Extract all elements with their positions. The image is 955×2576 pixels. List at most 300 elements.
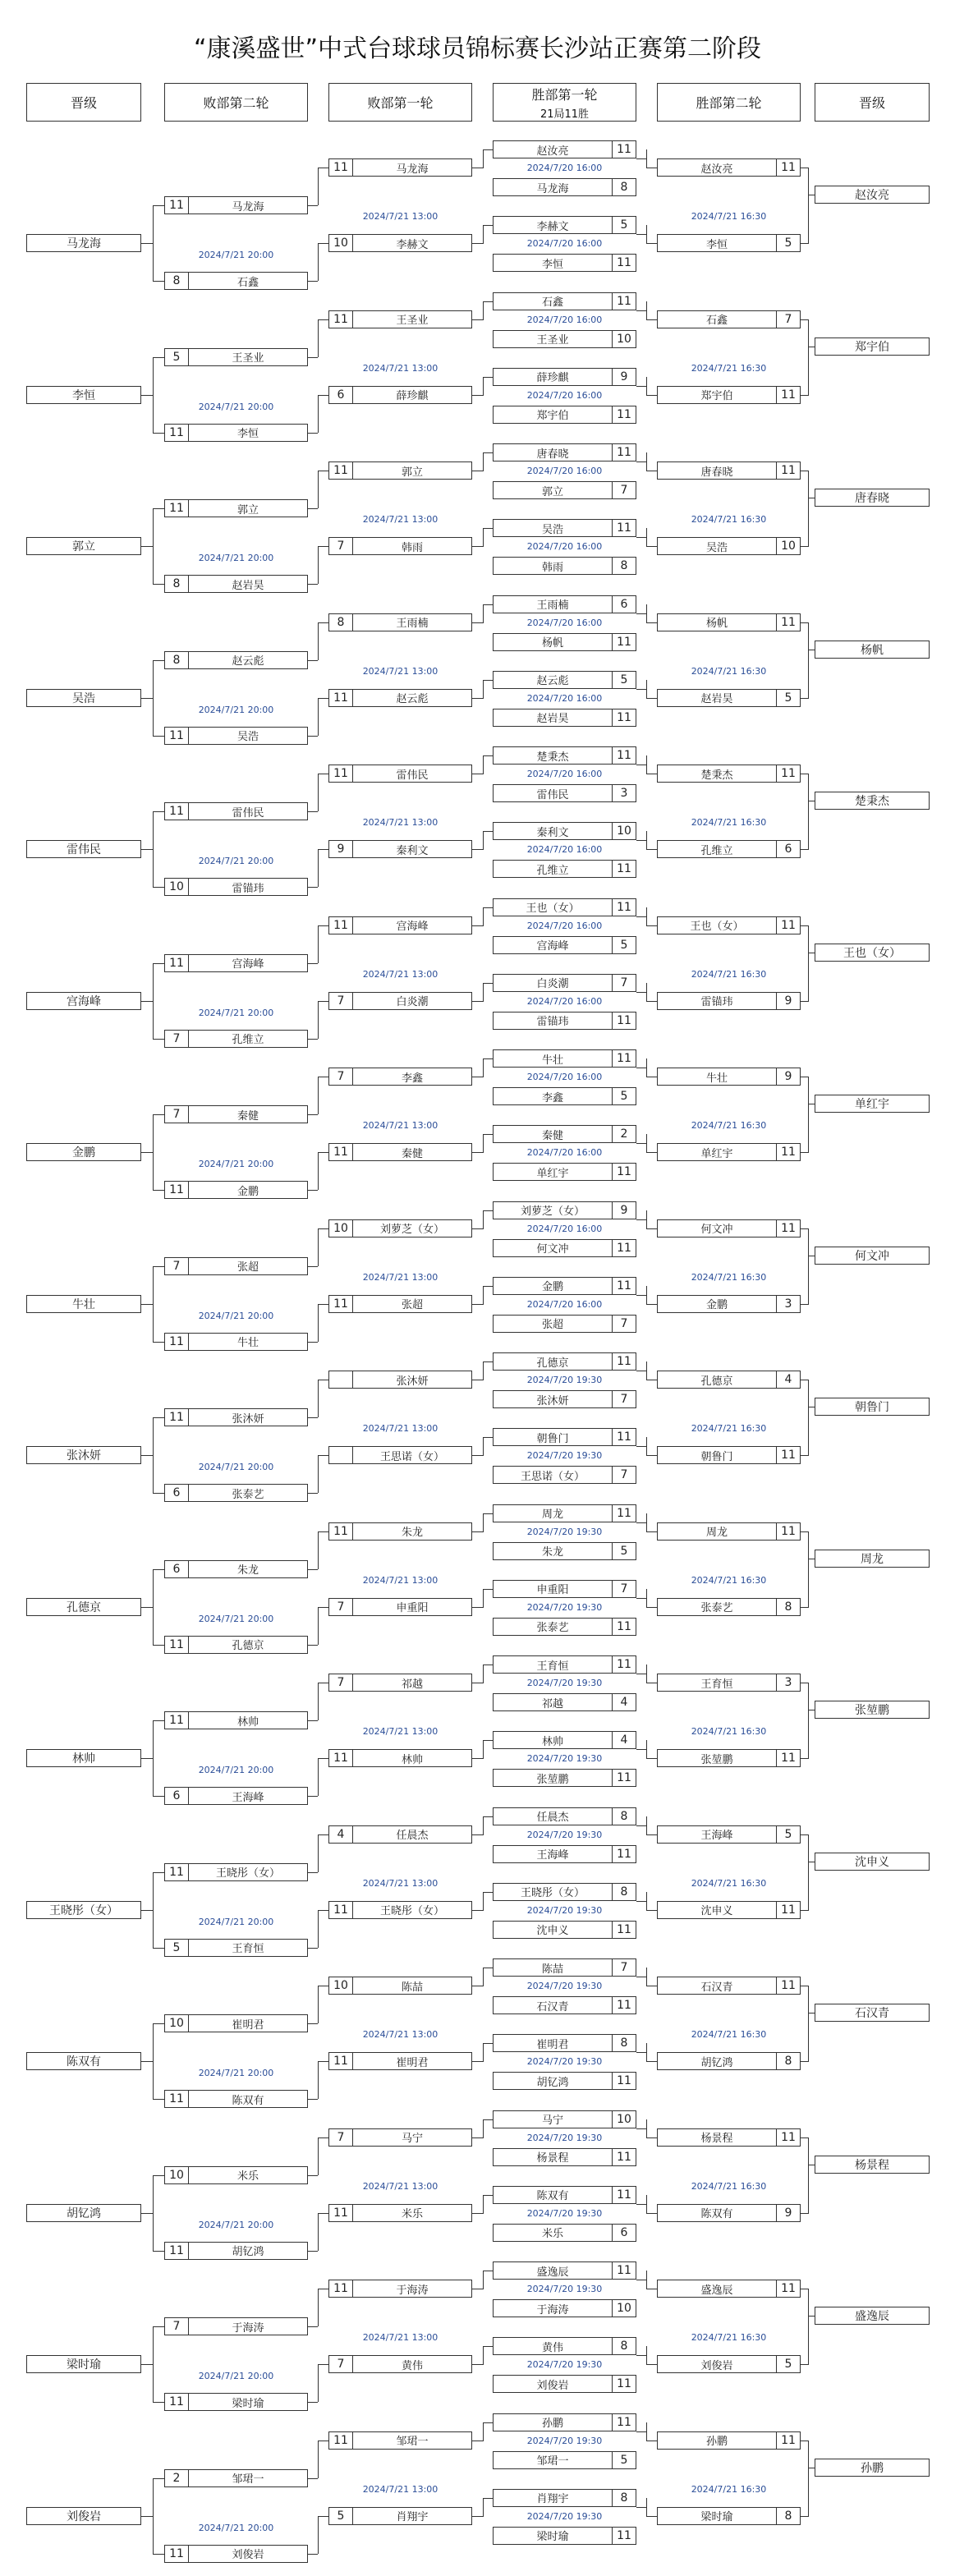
l1-match-time: 2024/7/21 13:00 <box>362 514 438 525</box>
w2-match-top <box>657 310 801 328</box>
player-name: 孔德京 <box>232 1640 264 1652</box>
connector <box>141 698 153 699</box>
w1-match-b-top <box>493 2186 636 2204</box>
connector <box>646 2498 647 2517</box>
l1-match-time: 2024/7/21 13:00 <box>362 2332 438 2343</box>
connector <box>636 2052 646 2053</box>
player-score: 5 <box>165 1940 189 1956</box>
player-score: 3 <box>776 1296 800 1312</box>
w2-match-bottom <box>657 689 801 707</box>
connector <box>801 1001 808 1002</box>
player-name: 王雨楠 <box>396 618 429 630</box>
player-name: 石汉青 <box>700 1981 733 1994</box>
player-name: 郭立 <box>401 466 423 479</box>
connector <box>646 1437 647 1456</box>
qualifier-right <box>815 1095 930 1113</box>
w2-match-bottom <box>657 2507 801 2525</box>
player-name: 盛逸辰 <box>700 2284 733 2297</box>
connector <box>141 1152 153 1153</box>
l2-match-bottom <box>164 2090 308 2108</box>
player-score: 7 <box>329 993 353 1009</box>
l1-match-top <box>328 1674 472 1692</box>
header-winners-round-2 <box>657 83 801 122</box>
w1-match-b-top <box>493 1883 636 1901</box>
connector <box>808 925 809 1002</box>
player-name: 周龙 <box>861 1552 884 1566</box>
player-name: 杨景程 <box>855 2158 889 2172</box>
connector <box>472 2137 483 2138</box>
player-score: 11 <box>329 690 353 706</box>
connector <box>318 2364 319 2402</box>
player-score: 8 <box>776 2508 800 2524</box>
player-name: 张堃鹏 <box>536 1773 569 1786</box>
player-score: 5 <box>612 1088 636 1104</box>
qualifier-right <box>815 489 930 507</box>
connector <box>141 546 153 547</box>
player-score: 11 <box>612 1240 636 1256</box>
l2-match-time: 2024/7/21 20:00 <box>198 1310 274 1321</box>
player-name: 刘俊岩 <box>67 2509 101 2523</box>
player-name: 林帅 <box>541 1735 563 1748</box>
w2-match-bottom <box>657 386 801 404</box>
w1-match-b-time: 2024/7/20 16:00 <box>526 844 603 855</box>
connector <box>646 680 647 699</box>
player-score: 11 <box>612 2187 636 2203</box>
player-score: 10 <box>165 879 189 895</box>
w1-match-a-bottom <box>493 1693 636 1711</box>
l2-match-top <box>164 1711 308 1729</box>
l1-match-top <box>328 2280 472 2298</box>
connector <box>153 1569 164 1570</box>
connector <box>483 983 493 984</box>
w2-match-time: 2024/7/21 16:30 <box>691 2332 767 2343</box>
w2-match-time: 2024/7/21 16:30 <box>691 968 767 980</box>
qualifier-right <box>815 337 930 356</box>
w1-match-b-bottom <box>493 860 636 878</box>
connector <box>153 963 164 964</box>
player-name: 张沐妍 <box>232 1412 264 1426</box>
player-score: 9 <box>612 369 636 385</box>
l2-match-top <box>164 1257 308 1275</box>
player-name: 王晓彤（女） <box>379 1905 444 1917</box>
w1-match-b-bottom <box>493 1012 636 1030</box>
connector <box>636 1522 646 1523</box>
w2-match-time: 2024/7/21 16:30 <box>691 514 767 525</box>
player-score: 11 <box>612 2262 636 2279</box>
l1-match-top <box>328 2431 472 2450</box>
l2-match-time: 2024/7/21 20:00 <box>198 401 274 412</box>
w1-match-a-bottom <box>493 481 636 499</box>
player-name: 张沐妍 <box>67 1449 101 1462</box>
player-name: 牛壮 <box>236 1337 259 1349</box>
connector <box>472 1152 483 1153</box>
w1-match-b-time: 2024/7/20 19:30 <box>526 1904 603 1916</box>
l2-match-bottom <box>164 2393 308 2411</box>
qualifier-left <box>26 537 141 555</box>
player-score: 8 <box>612 1808 636 1825</box>
qualifier-right <box>815 1550 930 1568</box>
connector <box>153 2023 164 2024</box>
connector <box>153 1569 154 1646</box>
w1-match-b-time: 2024/7/20 16:00 <box>526 1147 603 1158</box>
player-score: 5 <box>776 235 800 251</box>
w2-match-top <box>657 916 801 934</box>
connector <box>801 698 808 699</box>
connector <box>646 2516 657 2517</box>
player-name: 于海涛 <box>232 2321 264 2335</box>
player-name: 郑宇伯 <box>536 410 569 422</box>
connector <box>636 992 646 993</box>
player-name: 孙鹏 <box>705 2436 728 2448</box>
connector <box>472 243 483 244</box>
connector <box>141 1758 153 1759</box>
player-name: 沈申义 <box>700 1905 733 1917</box>
player-name: 宫海峰 <box>536 940 569 953</box>
player-name: 黄伟 <box>541 2341 563 2354</box>
player-score: 8 <box>776 1599 800 1615</box>
connector <box>801 622 808 623</box>
player-score: 11 <box>612 1278 636 1294</box>
connector <box>483 2195 484 2214</box>
player-name: 王晓彤（女） <box>215 1867 280 1880</box>
connector <box>318 698 319 736</box>
l2-match-time: 2024/7/21 20:00 <box>198 2219 274 2230</box>
l1-match-top <box>328 1522 472 1541</box>
connector <box>808 774 809 850</box>
header-losers-round-1-label: 败部第一轮 <box>367 95 434 111</box>
l2-match-top <box>164 2317 308 2335</box>
connector <box>318 1304 319 1342</box>
connector <box>483 907 484 926</box>
w1-match-b-time: 2024/7/20 16:00 <box>526 389 603 401</box>
w1-match-a-top <box>493 1655 636 1674</box>
player-name: 白炎潮 <box>536 978 569 990</box>
w1-match-b-top <box>493 1580 636 1598</box>
player-name: 刘俊岩 <box>232 2549 264 2561</box>
l2-match-time: 2024/7/21 20:00 <box>198 250 274 260</box>
connector <box>318 168 319 205</box>
player-name: 秦利文 <box>396 844 429 857</box>
player-name: 雷伟民 <box>396 769 429 782</box>
w1-match-b-top <box>493 2489 636 2507</box>
w1-match-b-bottom <box>493 2224 636 2242</box>
player-name: 沈申义 <box>536 1925 569 1937</box>
player-score: 11 <box>612 1770 636 1786</box>
connector <box>483 1589 484 1608</box>
connector <box>472 2213 483 2214</box>
player-score: 11 <box>612 1922 636 1938</box>
player-score: 10 <box>612 2111 636 2128</box>
connector <box>636 461 646 462</box>
connector <box>308 736 318 737</box>
connector <box>801 1531 808 1532</box>
connector <box>153 1493 164 1494</box>
qualifier-right <box>815 792 930 810</box>
l1-match-bottom <box>328 2204 472 2222</box>
player-name: 楚秉杰 <box>536 751 569 764</box>
player-name: 沈申义 <box>855 1855 889 1869</box>
w1-match-b-top <box>493 671 636 689</box>
w1-match-a-top <box>493 292 636 310</box>
connector <box>483 149 484 168</box>
player-score <box>329 1371 353 1388</box>
connector <box>646 528 647 547</box>
connector <box>483 225 493 226</box>
player-name: 刘俊岩 <box>700 2359 733 2372</box>
player-score: 7 <box>329 1068 353 1085</box>
player-score: 11 <box>612 1846 636 1862</box>
l1-match-time: 2024/7/21 13:00 <box>362 1877 438 1889</box>
connector <box>483 1286 493 1287</box>
connector <box>472 1001 483 1002</box>
connector <box>318 1683 319 1720</box>
connector <box>472 1304 483 1305</box>
player-score: 11 <box>776 1977 800 1994</box>
connector <box>308 433 318 434</box>
connector <box>308 1720 318 1721</box>
connector <box>808 1077 809 1153</box>
l1-match-bottom <box>328 2507 472 2525</box>
connector <box>318 2289 319 2326</box>
player-score: 11 <box>776 1750 800 1766</box>
player-name: 王晓彤（女） <box>520 1887 585 1899</box>
player-name: 雷锚玮 <box>536 1016 569 1028</box>
player-score: 10 <box>329 1220 353 1237</box>
player-score: 11 <box>329 2205 353 2221</box>
player-score: 11 <box>329 917 353 934</box>
connector <box>318 2137 328 2138</box>
player-name: 米乐 <box>401 2208 423 2220</box>
connector <box>646 907 647 926</box>
connector <box>646 2195 647 2214</box>
player-score: 11 <box>776 614 800 631</box>
connector <box>472 2061 483 2062</box>
connector <box>318 925 328 926</box>
l2-match-bottom <box>164 424 308 442</box>
l1-match-time: 2024/7/21 13:00 <box>362 817 438 828</box>
w1-match-a-time: 2024/7/20 16:00 <box>526 1223 603 1234</box>
player-name: 石汉青 <box>536 2000 569 2014</box>
player-score: 11 <box>612 255 636 271</box>
connector <box>318 546 319 584</box>
player-score: 7 <box>165 1258 189 1274</box>
player-score: 11 <box>776 917 800 934</box>
w2-match-top <box>657 461 801 480</box>
connector <box>153 2402 164 2403</box>
qualifier-right <box>815 1701 930 1719</box>
connector <box>483 1210 493 1211</box>
l1-match-top <box>328 2128 472 2147</box>
connector <box>483 2422 484 2441</box>
connector <box>308 281 318 282</box>
connector <box>646 1361 647 1380</box>
connector <box>646 1910 657 1911</box>
connector <box>483 2195 493 2196</box>
player-name: 赵岩昊 <box>232 579 264 592</box>
w2-match-time: 2024/7/21 16:30 <box>691 211 767 222</box>
connector <box>636 2355 646 2356</box>
player-name: 马宁 <box>541 2115 563 2127</box>
player-name: 周龙 <box>541 1508 563 1521</box>
connector <box>308 1342 318 1343</box>
player-score: 11 <box>776 159 800 176</box>
l2-match-bottom <box>164 2242 308 2260</box>
connector <box>646 1758 657 1759</box>
connector <box>153 736 164 737</box>
connector <box>472 1758 483 1759</box>
player-name: 肖翔宇 <box>536 2493 569 2505</box>
player-name: 单红宇 <box>855 1098 889 1111</box>
player-score: 11 <box>329 1902 353 1918</box>
player-name: 张泰艺 <box>700 1602 733 1614</box>
w1-match-a-time: 2024/7/20 19:30 <box>526 2284 603 2294</box>
player-score: 11 <box>165 2394 189 2410</box>
w2-match-time: 2024/7/21 16:30 <box>691 1574 767 1586</box>
connector <box>153 1266 164 1267</box>
player-score: 5 <box>612 672 636 688</box>
connector <box>153 2554 164 2555</box>
w1-match-a-bottom <box>493 330 636 348</box>
player-score: 8 <box>165 576 189 592</box>
l1-match-bottom <box>328 386 472 404</box>
connector <box>318 1531 319 1569</box>
qualifier-right <box>815 1398 930 1416</box>
connector <box>483 2271 484 2289</box>
w1-match-a-time: 2024/7/20 16:00 <box>526 314 603 325</box>
connector <box>308 1190 318 1191</box>
player-name: 孔维立 <box>232 1034 264 1046</box>
player-score: 4 <box>329 1826 353 1843</box>
l1-match-top <box>328 765 472 783</box>
connector <box>308 508 318 509</box>
connector <box>153 2175 154 2252</box>
connector <box>318 1304 328 1305</box>
w1-match-a-bottom <box>493 2299 636 2317</box>
connector <box>483 2422 493 2423</box>
connector <box>318 925 319 963</box>
qualifier-left <box>26 1446 141 1464</box>
connector <box>153 2326 164 2327</box>
connector <box>646 849 657 850</box>
player-score: 11 <box>612 2528 636 2544</box>
l2-match-time: 2024/7/21 20:00 <box>198 704 274 715</box>
connector <box>801 2516 808 2517</box>
l1-match-bottom <box>328 1598 472 1616</box>
l1-match-bottom <box>328 1446 472 1464</box>
w1-match-b-bottom <box>493 2375 636 2393</box>
player-name: 朱龙 <box>541 1546 563 1559</box>
connector <box>308 1493 318 1494</box>
connector <box>318 546 328 547</box>
connector <box>141 849 153 850</box>
player-score: 5 <box>329 2508 353 2524</box>
qualifier-left <box>26 1901 141 1919</box>
qualifier-left <box>26 2052 141 2070</box>
w1-match-a-time: 2024/7/20 16:00 <box>526 769 603 779</box>
player-name: 赵云彪 <box>232 655 264 668</box>
w2-match-time: 2024/7/21 16:30 <box>691 1877 767 1889</box>
connector <box>153 1342 164 1343</box>
player-name: 宫海峰 <box>67 994 101 1008</box>
connector <box>318 395 328 396</box>
player-score: 7 <box>165 1106 189 1123</box>
connector <box>483 1740 484 1759</box>
w1-match-b-top <box>493 519 636 537</box>
w1-match-a-bottom <box>493 633 636 651</box>
player-score: 11 <box>776 1447 800 1463</box>
player-name: 马宁 <box>401 2133 423 2145</box>
l2-match-top <box>164 954 308 972</box>
connector <box>472 2516 483 2517</box>
player-score: 6 <box>329 387 353 403</box>
connector <box>318 849 328 850</box>
connector <box>808 1228 809 1305</box>
player-score: 11 <box>776 1902 800 1918</box>
player-name: 石汉青 <box>855 2007 889 2020</box>
w2-match-time: 2024/7/21 16:30 <box>691 1726 767 1737</box>
l1-match-time: 2024/7/21 13:00 <box>362 2483 438 2495</box>
player-name: 白炎潮 <box>396 996 429 1008</box>
player-score: 3 <box>612 785 636 801</box>
connector <box>318 1910 328 1911</box>
player-score: 11 <box>612 444 636 461</box>
player-score: 11 <box>776 765 800 782</box>
connector <box>808 1380 809 1456</box>
connector <box>153 2326 154 2403</box>
w2-match-bottom <box>657 992 801 1010</box>
player-score: 11 <box>612 1164 636 1180</box>
w2-match-top <box>657 1371 801 1389</box>
player-name: 吴浩 <box>236 731 259 743</box>
player-score: 11 <box>612 1050 636 1067</box>
l2-match-top <box>164 802 308 820</box>
connector <box>646 225 647 244</box>
l2-match-top <box>164 1863 308 1881</box>
connector <box>318 1531 328 1532</box>
w1-match-b-top <box>493 2337 636 2355</box>
connector <box>483 528 493 529</box>
connector <box>636 2507 646 2508</box>
connector <box>646 2119 647 2138</box>
connector <box>646 2061 657 2062</box>
l2-match-time: 2024/7/21 20:00 <box>198 1462 274 1472</box>
connector <box>483 755 484 774</box>
player-score: 11 <box>776 387 800 403</box>
player-score: 10 <box>329 1977 353 1994</box>
l2-match-time: 2024/7/21 20:00 <box>198 2371 274 2381</box>
w2-match-time: 2024/7/21 16:30 <box>691 1423 767 1434</box>
player-name: 王思诺（女） <box>379 1450 444 1463</box>
w1-match-a-time: 2024/7/20 16:00 <box>526 920 603 931</box>
player-name: 孔德京 <box>67 1600 101 1614</box>
player-score: 5 <box>776 1826 800 1843</box>
connector <box>153 1417 154 1494</box>
w1-match-b-bottom <box>493 1769 636 1787</box>
qualifier-right <box>815 1853 930 1871</box>
player-score: 11 <box>165 197 189 214</box>
w2-match-top <box>657 1219 801 1237</box>
connector <box>801 2137 808 2138</box>
player-name: 赵岩昊 <box>536 713 569 725</box>
connector <box>483 1058 484 1077</box>
l1-match-bottom <box>328 1901 472 1919</box>
connector <box>318 774 319 811</box>
connector <box>646 2422 647 2441</box>
l2-match-bottom <box>164 1484 308 1502</box>
connector <box>318 243 328 244</box>
connector <box>308 1417 318 1418</box>
connector <box>153 433 164 434</box>
